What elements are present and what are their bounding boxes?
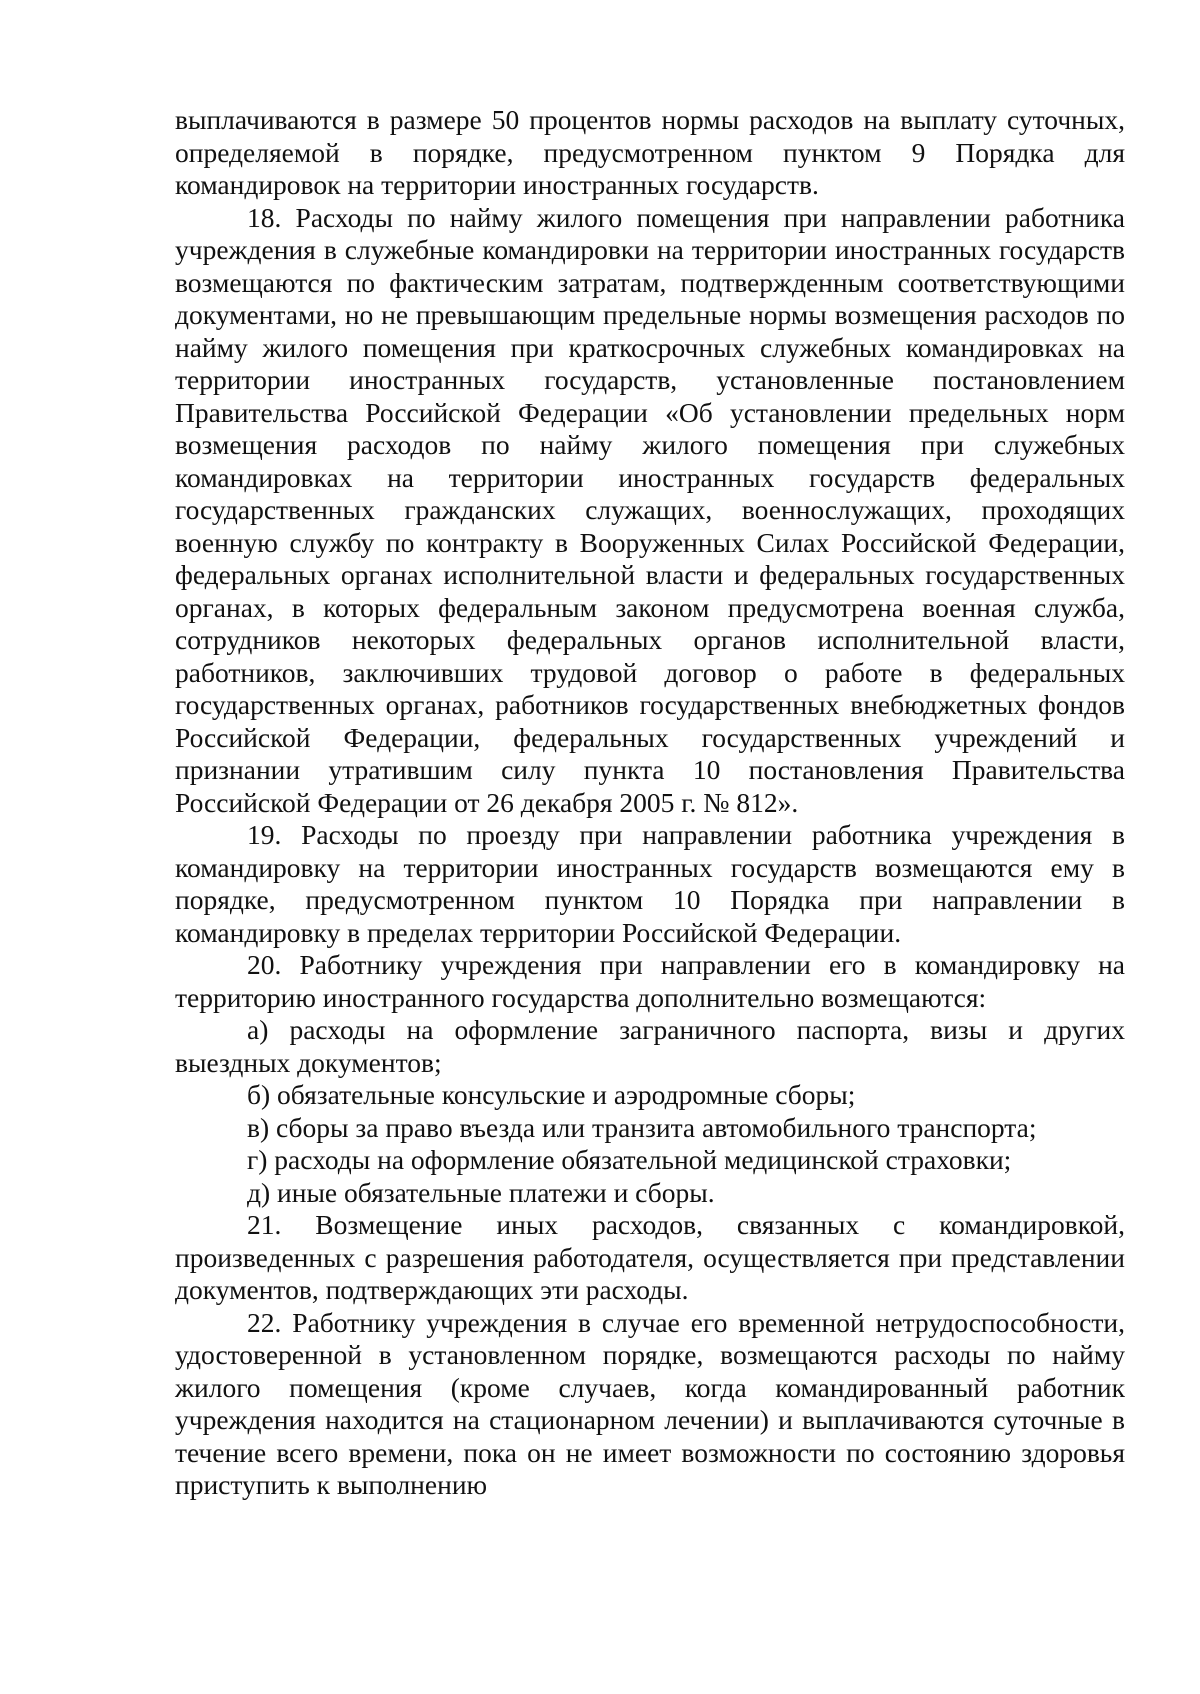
list-item-d: д) иные обязательные платежи и сборы. xyxy=(247,1176,715,1208)
document-page xyxy=(175,104,1125,1502)
list-item-v: в) сборы за право въезда или транзита автомобильного транспорта; xyxy=(247,1111,1037,1143)
paragraph-item-21: 21. Возмещение иных расходов, связанных с командировкой, произведенных с разрешения работодателя, осуществляется при представлении документов, подтверждающих эти расходы. xyxy=(175,1209,1125,1305)
list-item-g: г) расходы на оформление обязательной медицинской страховки; xyxy=(247,1144,1012,1175)
paragraph-continuation: выплачиваются в размере 50 процентов нормы расходов на выплату суточных, определяемой в порядке, предусмотренном пунктом 9 Порядка для командировок на территории иностранных государств. xyxy=(175,104,1125,200)
paragraph-item-20: 20. Работнику учреждения при направлении его в командировку на территорию иностранного государства дополнительно возмещаются: xyxy=(175,949,1125,1013)
list-item-a: а) расходы на оформление заграничного паспорта, визы и других выездных документов; xyxy=(175,1014,1125,1078)
paragraph-item-22: 22. Работнику учреждения в случае его временной нетрудоспособности, удостоверенной в установленном порядке, возмещаются расходы по найму жилого помещения (кроме случаев, когда командированный работник учреждения находится на стационарном лечении) и выплачиваются суточные в течение всего времени, пока он не имеет возможности по состоянию здоровья приступить к выполнению xyxy=(175,1306,1125,1500)
paragraph-item-19: 19. Расходы по проезду при направлении работника учреждения в командировку на территории иностранных государств возмещаются ему в порядке, предусмотренном пунктом 10 Порядка при направлении в командировку в пределах территории Российской Федерации. xyxy=(175,819,1125,948)
list-item-b: б) обязательные консульские и аэродромные сборы; xyxy=(247,1079,856,1110)
paragraph-item-18: 18. Расходы по найму жилого помещения при направлении работника учреждения в служебные командировки на территории иностранных государств возмещаются по фактическим затратам, подтвержденным соответствующими документами, но не превышающим предельные нормы возмещения расходов по найму жилого помещения при краткосрочных служебных командировках на территории иностранных государств, установленные постановлением Правительства Российской Федерации «Об установлении предельных норм возмещения расходов по найму жилого помещения при служебных командировках на территории иностранных государств федеральных государственных гражданских служащих, военнослужащих, проходящих военную службу по контракту в Вооруженных Силах Российской Федерации, федеральных органах исполнительной власти и федеральных государственных органах, в которых федеральным законом предусмотрена военная служба, сотрудников некоторых федеральных органов исполнительной власти, работников, заключивших трудовой договор о работе в федеральных государственных органах, работников государственных внебюджетных фондов Российской Федерации, федеральных государственных учреждений и признании утратившим силу пункта 10 постановления Правительства Российской Федерации от 26 декабря 2005 г. № 812». xyxy=(175,201,1125,818)
